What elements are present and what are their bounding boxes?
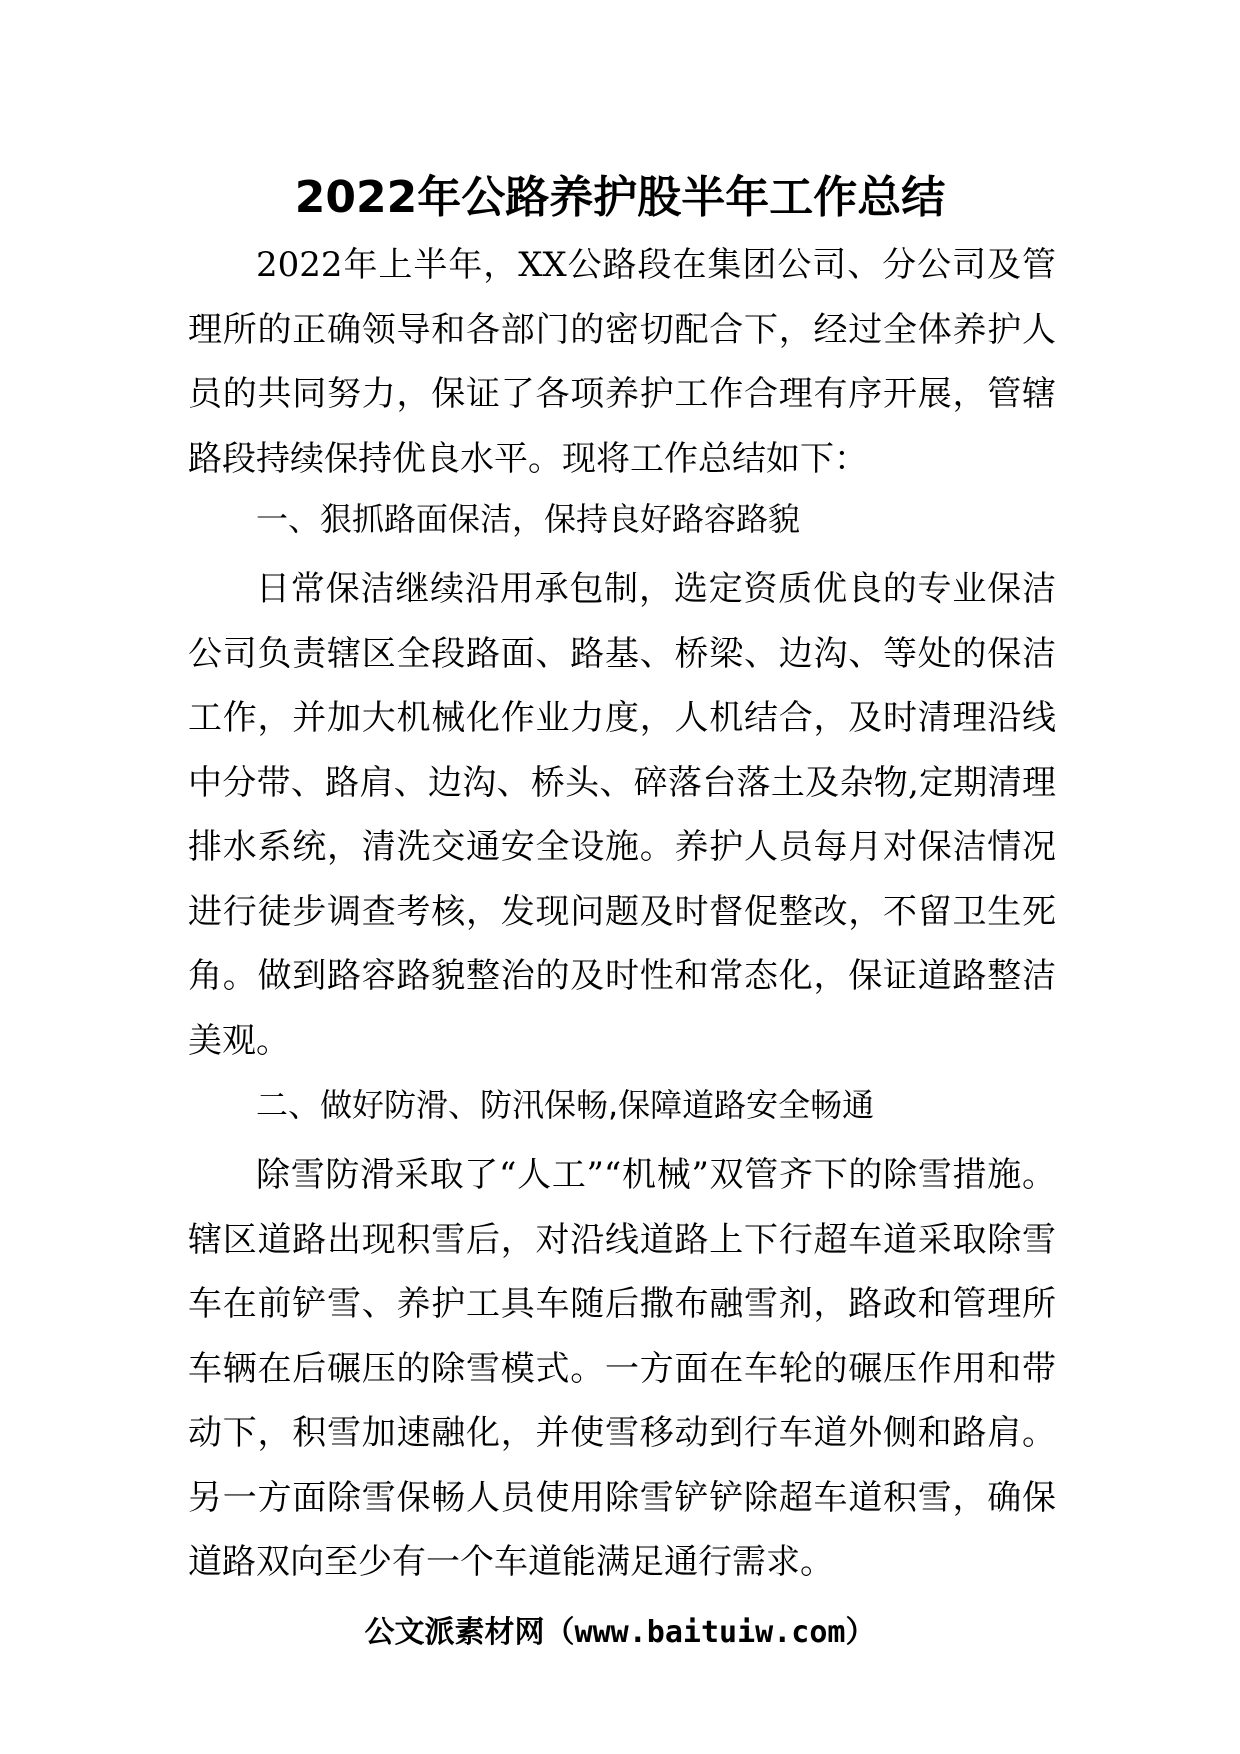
section-body-1: 日常保洁继续沿用承包制，选定资质优良的专业保洁公司负责辖区全段路面、路基、桥梁、边沟、等处的保洁工作，并加大机械化作业力度，人机结合，及时清理沿线中分带、路肩、边沟、桥头、碎落台落土及杂物,定期清理排水系统，清洗交通安全设施。养护人员每月对保洁情况进行徒步调查考核，发现问题及时督促整改，不留卫生死角。做到路容路貌整治的及时性和常态化，保证道路整洁美观。 [188, 569, 1056, 1061]
intro-paragraph: 2022年上半年，XX公路段在集团公司、分公司及管理所的正确领导和各部门的密切配合下，经过全体养护人员的共同努力，保证了各项养护工作合理有序开展，管辖路段持续保持优良水平。现将工作总结如下： [188, 245, 1056, 479]
footer-watermark: 公文派素材网（www.baituiw.com） [364, 1615, 876, 1650]
section-body-2: 除雪防滑采取了“人工”“机械”双管齐下的除雪措施。辖区道路出现积雪后，对沿线道路上下行超车道采取除雪车在前铲雪、养护工具车随后撒布融雪剂，路政和管理所车辆在后碾压的除雪模式。一方面在车轮的碾压作用和带动下，积雪加速融化，并使雪移动到行车道外侧和路肩。另一方面除雪保畅人员使用除雪铲铲除超车道积雪，确保道路双向至少有一个车道能满足通行需求。 [188, 1155, 1056, 1582]
section-heading-2: 二、做好防滑、防汛保畅,保障道路安全畅通 [256, 1086, 875, 1124]
section-heading-1: 一、狠抓路面保洁，保持良好路容路貌 [256, 500, 801, 538]
document-title: 2022年公路养护股半年工作总结 [294, 172, 946, 223]
